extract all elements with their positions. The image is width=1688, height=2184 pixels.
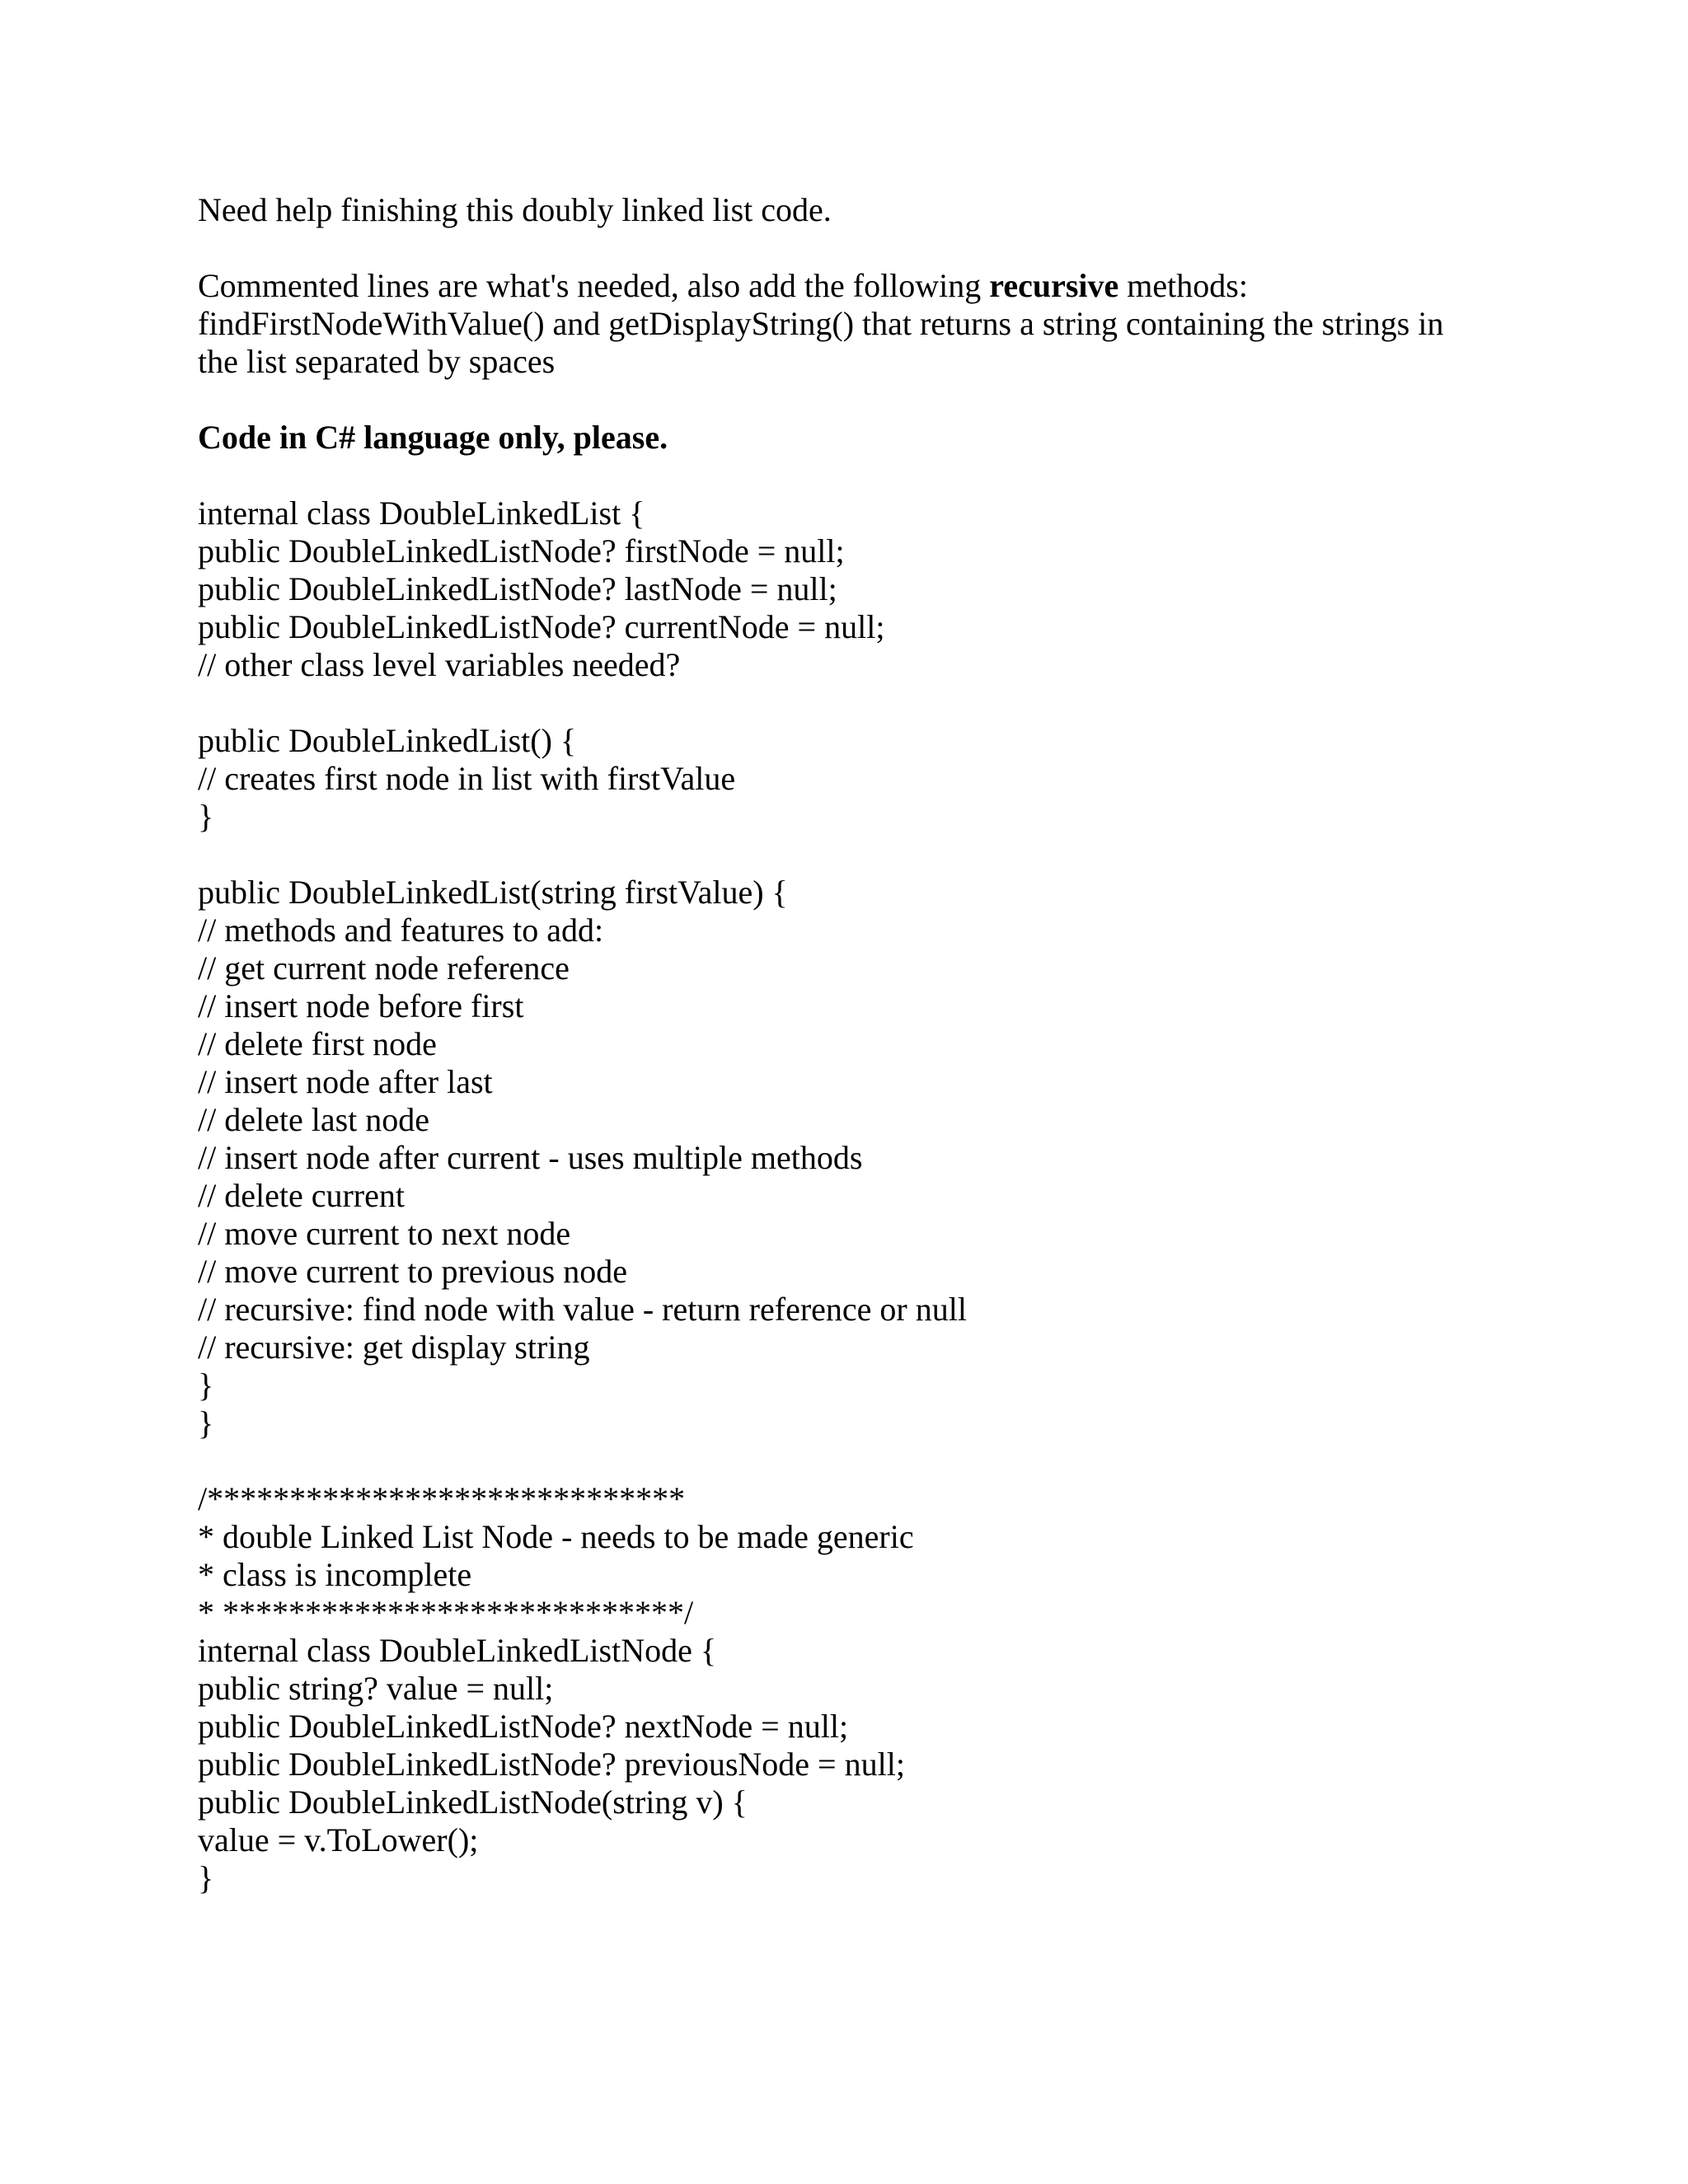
code-line: * class is incomplete [198, 1556, 472, 1593]
code-line: public DoubleLinkedList() { [198, 722, 577, 759]
code-block-default-constructor [198, 722, 1533, 836]
instructions-line-1 [198, 267, 1533, 305]
code-line: public DoubleLinkedListNode? firstNode = null; [198, 532, 845, 569]
code-line: public DoubleLinkedListNode? lastNode = null; [198, 570, 837, 607]
code-line: // methods and features to add: [198, 912, 604, 949]
code-line: value = v.ToLower(); [198, 1821, 479, 1858]
code-line: // delete last node [198, 1101, 430, 1138]
code-line: internal class DoubleLinkedListNode { [198, 1632, 717, 1669]
code-line: internal class DoubleLinkedList { [198, 494, 645, 532]
code-line: } [198, 1404, 214, 1441]
language-note-paragraph [198, 419, 1533, 457]
code-line: // get current node reference [198, 949, 570, 987]
code-line: public DoubleLinkedListNode(string v) { [198, 1783, 748, 1821]
document-body [198, 191, 1533, 1897]
code-line: } [198, 798, 214, 835]
code-line: public string? value = null; [198, 1670, 554, 1707]
instructions-line-3: the list separated by spaces [198, 343, 556, 380]
code-block-class-header [198, 494, 1533, 684]
instructions-suffix: methods: [1118, 267, 1248, 304]
instructions-prefix: Commented lines are what's needed, also add the following [198, 267, 990, 304]
intro-paragraph [198, 191, 1533, 229]
code-line: // recursive: get display string [198, 1329, 590, 1366]
code-line: // recursive: find node with value - return reference or null [198, 1291, 967, 1328]
code-line: // insert node after last [198, 1063, 493, 1100]
code-line: public DoubleLinkedList(string firstValue) { [198, 874, 788, 911]
code-line: // delete current [198, 1177, 405, 1214]
code-line: } [198, 1859, 214, 1896]
instructions-line-2: findFirstNodeWithValue() and getDisplayString() that returns a string containing the strings in [198, 305, 1444, 342]
code-line: } [198, 1366, 214, 1404]
code-line: public DoubleLinkedListNode? nextNode = null; [198, 1708, 849, 1745]
code-line: /***************************** [198, 1480, 686, 1517]
code-line: // creates first node in list with firstValue [198, 760, 736, 797]
code-line: * double Linked List Node - needs to be made generic [198, 1518, 914, 1555]
code-line: // insert node after current - uses multiple methods [198, 1139, 863, 1176]
intro-text: Need help finishing this doubly linked list code. [198, 191, 832, 228]
instructions-emphasis: recursive [989, 267, 1119, 304]
code-line: // move current to previous node [198, 1253, 627, 1290]
code-line: // insert node before first [198, 987, 524, 1024]
instructions-paragraph [198, 267, 1533, 381]
code-line: // move current to next node [198, 1215, 571, 1252]
code-line: // other class level variables needed? [198, 646, 681, 683]
code-block-value-constructor [198, 874, 1533, 1442]
code-line: * ****************************/ [198, 1594, 694, 1631]
code-line: public DoubleLinkedListNode? previousNode = null; [198, 1746, 905, 1783]
code-line: // delete first node [198, 1025, 437, 1062]
code-block-node-class [198, 1480, 1533, 1897]
language-note: Code in C# language only, please. [198, 419, 668, 456]
code-line: public DoubleLinkedListNode? currentNode = null; [198, 608, 885, 645]
